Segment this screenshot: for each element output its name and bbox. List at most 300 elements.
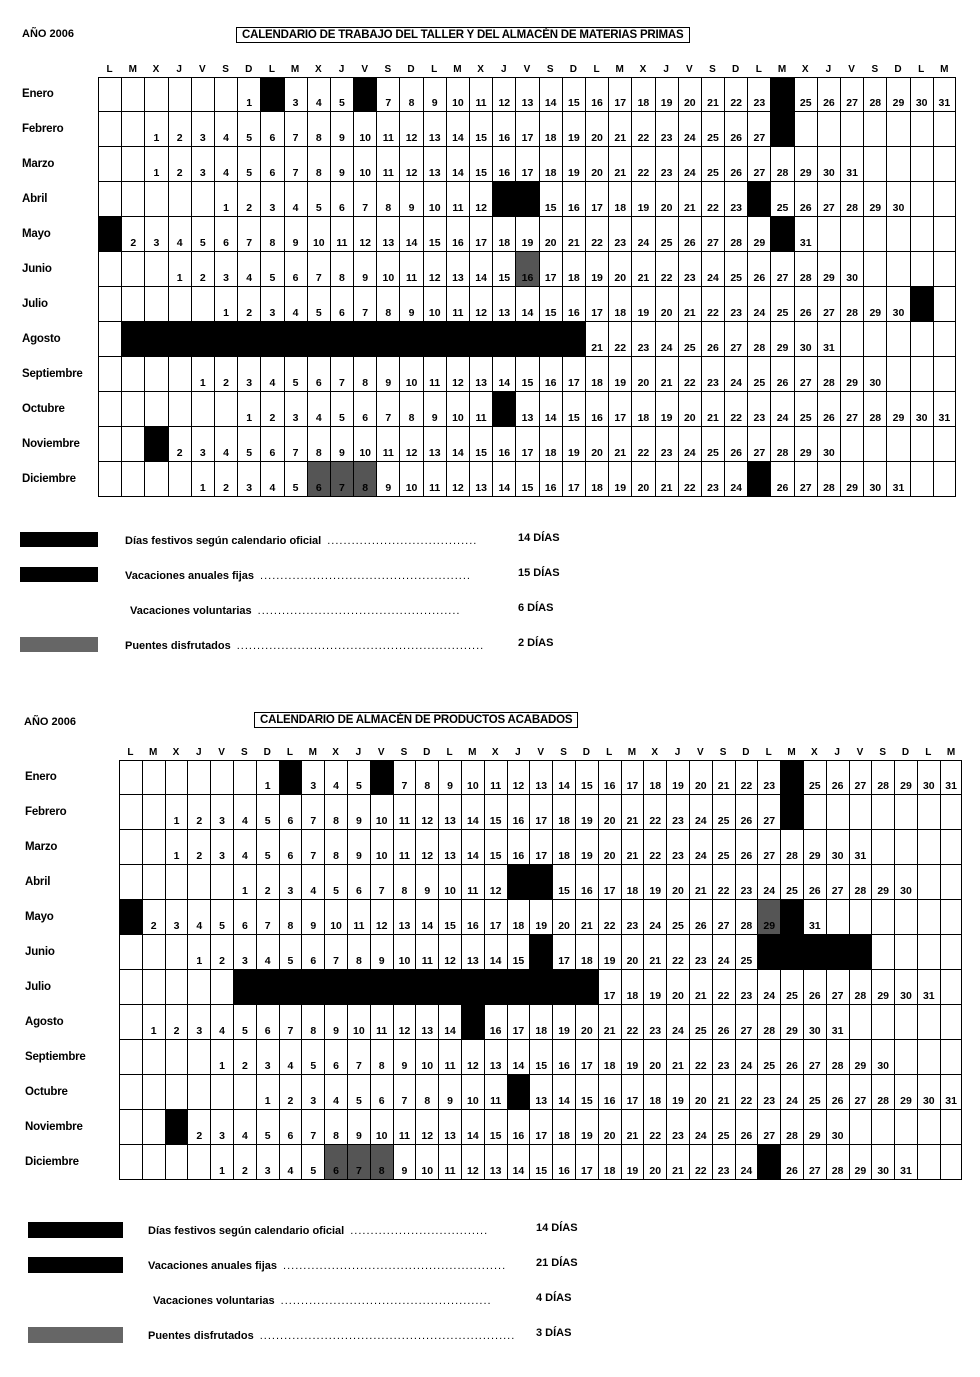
day-cell: 25 <box>701 112 724 147</box>
day-cell: 21 <box>666 1040 689 1075</box>
empty-cell <box>849 900 872 935</box>
day-cell-puente: 16 <box>515 252 538 287</box>
day-cell-vacaciones: 15 <box>446 322 469 357</box>
day-cell: 19 <box>666 1075 689 1110</box>
empty-cell <box>917 865 940 900</box>
day-cell: 16 <box>598 760 621 795</box>
empty-cell <box>191 182 214 217</box>
month-row <box>25 900 962 935</box>
empty-cell <box>121 147 144 182</box>
legend-item <box>0 567 980 585</box>
day-cell: 22 <box>631 147 654 182</box>
day-cell: 29 <box>770 322 793 357</box>
day-cell-vacaciones: 19 <box>539 322 562 357</box>
empty-cell <box>817 112 840 147</box>
weekday-header: M <box>468 747 477 758</box>
day-cell-puente: 6 <box>307 462 330 497</box>
day-cell: 26 <box>826 1075 849 1110</box>
day-cell: 21 <box>608 147 631 182</box>
empty-cell <box>210 1075 233 1110</box>
day-cell: 15 <box>539 287 562 322</box>
day-cell: 16 <box>507 795 530 830</box>
day-cell: 16 <box>598 1075 621 1110</box>
day-cell: 30 <box>826 830 849 865</box>
empty-cell <box>817 217 840 252</box>
day-cell: 13 <box>423 112 446 147</box>
day-cell-vacaciones: 9 <box>307 322 330 357</box>
day-cell-vacaciones: 7 <box>260 322 283 357</box>
day-cell: 30 <box>910 77 933 112</box>
day-cell: 15 <box>575 760 598 795</box>
day-cell: 28 <box>817 462 840 497</box>
day-cell: 20 <box>585 147 608 182</box>
empty-cell <box>187 1145 210 1180</box>
day-cell: 28 <box>849 970 872 1005</box>
day-cell: 11 <box>484 1075 507 1110</box>
day-cell: 14 <box>461 830 484 865</box>
day-cell: 18 <box>539 112 562 147</box>
day-cell: 2 <box>256 865 279 900</box>
day-cell: 10 <box>399 357 422 392</box>
day-cell: 27 <box>794 357 817 392</box>
day-cell: 15 <box>562 77 585 112</box>
empty-cell <box>121 252 144 287</box>
day-cell: 24 <box>735 1145 758 1180</box>
day-cell-festivo: 1 <box>165 1110 188 1145</box>
empty-cell <box>142 1145 165 1180</box>
day-cell: 28 <box>826 1145 849 1180</box>
day-cell: 27 <box>747 112 770 147</box>
day-cell: 11 <box>376 147 399 182</box>
day-cell: 31 <box>817 322 840 357</box>
day-cell-vacaciones: 28 <box>803 935 826 970</box>
day-cell: 7 <box>279 1005 302 1040</box>
day-cell-vacaciones: 11 <box>461 970 484 1005</box>
month-label: Septiembre <box>25 1050 86 1063</box>
day-cell: 10 <box>438 865 461 900</box>
day-cell: 1 <box>214 182 237 217</box>
day-cell: 1 <box>165 795 188 830</box>
day-cell: 14 <box>552 1075 575 1110</box>
day-cell: 25 <box>794 392 817 427</box>
day-cell: 10 <box>446 392 469 427</box>
empty-cell <box>98 287 121 322</box>
day-cell: 26 <box>712 1005 735 1040</box>
day-cell: 31 <box>933 77 956 112</box>
weekday-header: X <box>801 64 809 75</box>
day-cell: 2 <box>279 1075 302 1110</box>
day-cell: 15 <box>507 935 530 970</box>
day-cell: 9 <box>399 287 422 322</box>
day-cell: 3 <box>260 287 283 322</box>
day-cell: 15 <box>575 1075 598 1110</box>
day-cell: 11 <box>446 182 469 217</box>
day-cell: 6 <box>370 1075 393 1110</box>
day-cell: 23 <box>701 462 724 497</box>
day-cell: 10 <box>446 77 469 112</box>
day-cell: 23 <box>712 1040 735 1075</box>
day-cell: 8 <box>307 427 330 462</box>
day-cell: 7 <box>284 112 307 147</box>
day-cell: 4 <box>324 760 347 795</box>
day-cell: 2 <box>191 252 214 287</box>
day-cell: 29 <box>794 427 817 462</box>
day-cell: 30 <box>886 287 909 322</box>
day-cell: 25 <box>780 970 803 1005</box>
day-cell: 21 <box>689 970 712 1005</box>
day-cell: 6 <box>260 112 283 147</box>
legend-swatch <box>20 637 98 652</box>
day-cell: 12 <box>415 1110 438 1145</box>
empty-cell <box>940 865 963 900</box>
day-cell: 5 <box>284 462 307 497</box>
day-cell: 26 <box>701 322 724 357</box>
day-cell: 22 <box>643 830 666 865</box>
day-cell: 13 <box>515 392 538 427</box>
day-cell: 18 <box>507 900 530 935</box>
day-cell: 28 <box>840 287 863 322</box>
day-cell: 5 <box>256 1110 279 1145</box>
day-cell: 18 <box>552 1110 575 1145</box>
day-cell: 29 <box>863 182 886 217</box>
day-cell: 1 <box>142 1005 165 1040</box>
empty-cell <box>214 392 237 427</box>
day-cell: 19 <box>598 935 621 970</box>
day-cell: 9 <box>423 392 446 427</box>
day-cell: 10 <box>376 252 399 287</box>
day-cell: 3 <box>210 1110 233 1145</box>
day-cell-vacaciones: 4 <box>301 970 324 1005</box>
legend-leader-dots: .................................................... <box>280 1295 492 1307</box>
day-cell: 19 <box>608 357 631 392</box>
empty-cell <box>187 865 210 900</box>
month-label: Octubre <box>22 402 65 415</box>
day-cell: 11 <box>393 795 416 830</box>
weekday-header: S <box>546 64 554 75</box>
calendar-title: CALENDARIO DE ALMACÉN DE PRODUCTOS ACABADOS <box>254 712 578 728</box>
day-cell-vacaciones: 1 <box>233 970 256 1005</box>
empty-cell <box>917 1040 940 1075</box>
day-cell: 29 <box>794 147 817 182</box>
empty-cell <box>933 287 956 322</box>
day-cell: 24 <box>689 795 712 830</box>
weekday-header: L <box>755 64 762 75</box>
day-cell: 16 <box>461 900 484 935</box>
day-cell: 8 <box>260 217 283 252</box>
day-cell: 4 <box>260 357 283 392</box>
day-cell: 8 <box>307 147 330 182</box>
day-cell: 5 <box>301 1145 324 1180</box>
month-label: Junio <box>25 945 55 958</box>
day-cell: 6 <box>353 392 376 427</box>
day-cell: 15 <box>469 147 492 182</box>
day-cell: 9 <box>330 112 353 147</box>
day-cell: 1 <box>210 1040 233 1075</box>
day-cell: 26 <box>817 77 840 112</box>
day-cell: 18 <box>621 970 644 1005</box>
day-cell: 28 <box>871 1075 894 1110</box>
weekday-header: L <box>606 747 613 758</box>
empty-cell <box>940 970 963 1005</box>
day-cell: 24 <box>724 462 747 497</box>
day-cell: 4 <box>324 1075 347 1110</box>
empty-cell <box>933 357 956 392</box>
day-cell: 22 <box>631 112 654 147</box>
day-cell: 31 <box>803 900 826 935</box>
weekday-header: L <box>593 64 600 75</box>
empty-cell <box>871 935 894 970</box>
day-cell: 30 <box>817 427 840 462</box>
empty-cell <box>826 795 849 830</box>
day-cell: 2 <box>260 392 283 427</box>
empty-cell <box>121 427 144 462</box>
day-cell: 5 <box>191 217 214 252</box>
empty-cell <box>168 357 191 392</box>
day-cell: 7 <box>237 217 260 252</box>
day-cell-festivo: 25 <box>747 462 770 497</box>
weekday-header: X <box>152 64 160 75</box>
day-cell: 2 <box>121 217 144 252</box>
day-cell: 9 <box>347 1110 370 1145</box>
day-cell: 9 <box>438 760 461 795</box>
empty-cell <box>121 462 144 497</box>
day-cell: 14 <box>415 900 438 935</box>
day-cell: 27 <box>712 900 735 935</box>
month-row <box>22 322 956 357</box>
day-cell: 9 <box>330 427 353 462</box>
day-cell: 25 <box>712 830 735 865</box>
day-cell: 16 <box>562 182 585 217</box>
day-cell: 29 <box>871 865 894 900</box>
empty-cell <box>121 112 144 147</box>
empty-cell <box>98 77 121 112</box>
day-cell: 1 <box>191 462 214 497</box>
empty-cell <box>910 217 933 252</box>
day-cell: 28 <box>871 760 894 795</box>
day-cell: 30 <box>863 462 886 497</box>
day-cell: 26 <box>770 462 793 497</box>
day-cell: 15 <box>469 112 492 147</box>
weekday-header: J <box>515 747 521 758</box>
day-cell: 12 <box>353 217 376 252</box>
day-cell: 20 <box>666 865 689 900</box>
day-cell: 18 <box>529 1005 552 1040</box>
day-cell: 24 <box>689 830 712 865</box>
day-cell: 13 <box>438 830 461 865</box>
day-cell: 12 <box>370 900 393 935</box>
day-cell: 11 <box>370 1005 393 1040</box>
day-cell: 5 <box>256 795 279 830</box>
day-cell: 26 <box>794 287 817 322</box>
day-cell: 27 <box>724 322 747 357</box>
day-cell: 13 <box>376 217 399 252</box>
day-cell-vacaciones: 8 <box>284 322 307 357</box>
empty-cell <box>933 252 956 287</box>
day-cell: 14 <box>461 1110 484 1145</box>
day-cell: 6 <box>347 865 370 900</box>
day-cell-vacaciones: 3 <box>168 322 191 357</box>
day-cell: 31 <box>840 147 863 182</box>
empty-cell <box>119 795 142 830</box>
day-cell: 17 <box>552 935 575 970</box>
empty-cell <box>210 970 233 1005</box>
empty-cell <box>142 865 165 900</box>
legend-leader-dots: ....................................................... <box>283 1260 507 1272</box>
day-cell-vacaciones: 4 <box>191 322 214 357</box>
day-cell: 23 <box>655 147 678 182</box>
day-cell: 22 <box>735 1075 758 1110</box>
day-cell: 28 <box>826 1040 849 1075</box>
day-cell: 21 <box>701 77 724 112</box>
day-cell: 4 <box>307 77 330 112</box>
day-cell: 22 <box>712 970 735 1005</box>
day-cell: 19 <box>608 462 631 497</box>
day-cell: 28 <box>863 77 886 112</box>
weekday-header: J <box>834 747 840 758</box>
day-cell: 5 <box>260 252 283 287</box>
day-cell: 13 <box>393 900 416 935</box>
day-cell: 19 <box>631 287 654 322</box>
empty-cell <box>917 1005 940 1040</box>
day-cell-vacaciones: 31 <box>910 287 933 322</box>
empty-cell <box>871 900 894 935</box>
empty-cell <box>98 112 121 147</box>
day-cell: 4 <box>214 147 237 182</box>
day-cell: 4 <box>284 287 307 322</box>
day-cell: 25 <box>803 1075 826 1110</box>
day-cell: 8 <box>376 287 399 322</box>
day-cell: 8 <box>330 252 353 287</box>
day-cell: 25 <box>735 935 758 970</box>
weekday-header: M <box>777 64 787 75</box>
day-cell: 7 <box>393 760 416 795</box>
day-cell: 29 <box>886 392 909 427</box>
day-cell: 19 <box>575 830 598 865</box>
day-cell: 24 <box>757 970 780 1005</box>
day-cell: 4 <box>237 252 260 287</box>
day-cell: 21 <box>655 357 678 392</box>
day-cell-vacaciones: 14 <box>423 322 446 357</box>
day-cell-vacaciones: 10 <box>330 322 353 357</box>
day-cell: 29 <box>817 252 840 287</box>
weekday-header: D <box>245 64 253 75</box>
day-cell: 13 <box>469 357 492 392</box>
day-cell: 17 <box>539 252 562 287</box>
day-cell: 23 <box>724 182 747 217</box>
day-cell: 28 <box>747 322 770 357</box>
day-cell: 28 <box>849 865 872 900</box>
day-cell-puente: 6 <box>324 1145 347 1180</box>
day-cell-festivo: 14 <box>529 865 552 900</box>
day-cell: 15 <box>492 252 515 287</box>
empty-cell <box>910 357 933 392</box>
day-cell: 30 <box>863 357 886 392</box>
day-cell: 6 <box>256 1005 279 1040</box>
day-cell: 14 <box>515 287 538 322</box>
year-label: AÑO 2006 <box>22 28 74 40</box>
day-cell: 27 <box>803 1040 826 1075</box>
day-cell-vacaciones: 12 <box>376 322 399 357</box>
day-cell: 18 <box>621 865 644 900</box>
weekday-header: V <box>361 64 368 75</box>
day-cell: 13 <box>484 1145 507 1180</box>
legend-label: Puentes disfrutados <box>148 1330 254 1342</box>
day-cell: 5 <box>330 392 353 427</box>
day-cell: 1 <box>233 865 256 900</box>
empty-cell <box>871 830 894 865</box>
day-cell: 19 <box>643 865 666 900</box>
weekday-header: L <box>127 747 134 758</box>
day-cell: 27 <box>826 970 849 1005</box>
day-cell: 20 <box>678 77 701 112</box>
empty-cell <box>98 182 121 217</box>
day-cell: 30 <box>871 1145 894 1180</box>
day-cell: 5 <box>284 357 307 392</box>
weekday-header: L <box>765 747 772 758</box>
empty-cell <box>165 970 188 1005</box>
day-cell: 27 <box>849 760 872 795</box>
empty-cell <box>187 760 210 795</box>
day-cell: 23 <box>643 1005 666 1040</box>
day-cell: 22 <box>655 252 678 287</box>
day-cell: 14 <box>399 217 422 252</box>
day-cell: 27 <box>757 795 780 830</box>
empty-cell <box>894 935 917 970</box>
day-cell: 2 <box>187 795 210 830</box>
day-cell: 11 <box>461 865 484 900</box>
month-label: Mayo <box>25 910 54 923</box>
day-cell: 9 <box>393 1040 416 1075</box>
legend-label: Vacaciones anuales fijas <box>148 1260 278 1272</box>
day-cell: 4 <box>233 830 256 865</box>
day-cell: 18 <box>562 252 585 287</box>
day-cell: 12 <box>399 112 422 147</box>
empty-cell <box>144 252 167 287</box>
day-cell: 26 <box>735 1110 758 1145</box>
day-cell: 25 <box>794 77 817 112</box>
day-cell: 24 <box>655 322 678 357</box>
day-cell: 15 <box>438 900 461 935</box>
day-cell: 15 <box>423 217 446 252</box>
legend-value: 15 DÍAS <box>518 567 560 579</box>
day-cell: 20 <box>631 357 654 392</box>
empty-cell <box>894 900 917 935</box>
day-cell: 17 <box>621 1075 644 1110</box>
day-cell: 20 <box>655 287 678 322</box>
empty-cell <box>121 357 144 392</box>
day-cell: 15 <box>484 795 507 830</box>
day-cell: 28 <box>724 217 747 252</box>
day-cell: 25 <box>770 182 793 217</box>
day-cell: 17 <box>621 760 644 795</box>
day-cell-puente: 29 <box>757 900 780 935</box>
empty-cell <box>917 900 940 935</box>
empty-cell <box>894 795 917 830</box>
weekday-header: X <box>332 747 339 758</box>
day-cell: 4 <box>187 900 210 935</box>
day-cell: 4 <box>214 427 237 462</box>
empty-cell <box>98 147 121 182</box>
month-label: Julio <box>22 297 48 310</box>
day-cell: 17 <box>585 287 608 322</box>
day-cell: 25 <box>757 1040 780 1075</box>
day-cell: 29 <box>849 1145 872 1180</box>
day-cell: 7 <box>324 935 347 970</box>
day-cell: 9 <box>347 830 370 865</box>
day-cell: 25 <box>689 1005 712 1040</box>
day-cell-puente: 8 <box>353 462 376 497</box>
day-cell: 27 <box>840 77 863 112</box>
